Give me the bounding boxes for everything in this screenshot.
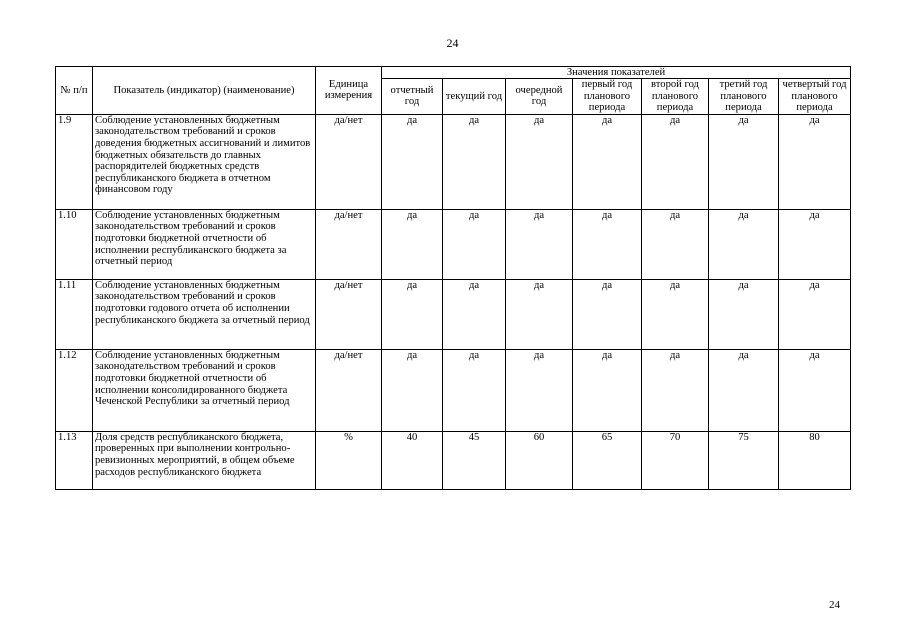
row-number: 1.13 bbox=[56, 431, 93, 489]
row-number: 1.10 bbox=[56, 209, 93, 279]
header-report-year: отчетный год bbox=[382, 79, 443, 115]
value-plan-year-4: 80 bbox=[779, 431, 851, 489]
indicator-name: Соблюдение установленных бюджетным законодательством требований и сроков подготовки годового отчета об исполнении республиканского бюджета за отчетный период bbox=[93, 279, 316, 349]
value-plan-year-2: 70 bbox=[642, 431, 709, 489]
header-indicator: Показатель (индикатор) (наименование) bbox=[93, 67, 316, 115]
header-plan-year-2: второй год планового периода bbox=[642, 79, 709, 115]
value-next-year: да bbox=[506, 279, 573, 349]
unit-cell: да/нет bbox=[316, 209, 382, 279]
value-next-year: 60 bbox=[506, 431, 573, 489]
value-report-year: да bbox=[382, 279, 443, 349]
value-next-year: да bbox=[506, 209, 573, 279]
value-plan-year-1: да bbox=[573, 209, 642, 279]
value-plan-year-3: да bbox=[709, 209, 779, 279]
value-report-year: 40 bbox=[382, 431, 443, 489]
value-plan-year-3: да bbox=[709, 349, 779, 431]
value-current-year: да bbox=[443, 349, 506, 431]
row-number: 1.11 bbox=[56, 279, 93, 349]
header-num: № п/п bbox=[56, 67, 93, 115]
value-plan-year-4: да bbox=[779, 349, 851, 431]
value-plan-year-4: да bbox=[779, 279, 851, 349]
value-next-year: да bbox=[506, 349, 573, 431]
header-next-year: очередной год bbox=[506, 79, 573, 115]
row-number: 1.9 bbox=[56, 114, 93, 209]
value-plan-year-2: да bbox=[642, 349, 709, 431]
value-plan-year-2: да bbox=[642, 279, 709, 349]
header-unit: Единица измерения bbox=[316, 67, 382, 115]
value-current-year: да bbox=[443, 114, 506, 209]
value-plan-year-1: да bbox=[573, 349, 642, 431]
unit-cell: да/нет bbox=[316, 114, 382, 209]
indicator-name: Соблюдение установленных бюджетным законодательством требований и сроков доведения бюджетных ассигнований и лимитов бюджетных обязательств до главных распорядителей бюджетных средств республиканского бюджета в отчетном финансовом году bbox=[93, 114, 316, 209]
page-number-bottom: 24 bbox=[829, 599, 840, 611]
value-report-year: да bbox=[382, 209, 443, 279]
unit-cell: да/нет bbox=[316, 349, 382, 431]
value-plan-year-1: да bbox=[573, 279, 642, 349]
value-report-year: да bbox=[382, 349, 443, 431]
value-current-year: да bbox=[443, 279, 506, 349]
header-current-year: текущий год bbox=[443, 79, 506, 115]
value-report-year: да bbox=[382, 114, 443, 209]
indicator-name: Доля средств республиканского бюджета, проверенных при выполнении контрольно-ревизионных мероприятий, в общем объеме расходов республиканского бюджета bbox=[93, 431, 316, 489]
table-row bbox=[56, 114, 851, 209]
table-row bbox=[56, 279, 851, 349]
value-plan-year-1: да bbox=[573, 114, 642, 209]
header-plan-year-1: первый год планового периода bbox=[573, 79, 642, 115]
indicator-name: Соблюдение установленных бюджетным законодательством требований и сроков подготовки бюджетной отчетности об исполнении республиканского бюджета за отчетный период bbox=[93, 209, 316, 279]
value-plan-year-2: да bbox=[642, 209, 709, 279]
table-row bbox=[56, 349, 851, 431]
value-plan-year-4: да bbox=[779, 209, 851, 279]
value-plan-year-3: 75 bbox=[709, 431, 779, 489]
indicator-name: Соблюдение установленных бюджетным законодательством требований и сроков подготовки бюджетной отчетности об исполнении консолидированного бюджета Чеченской Республики за отчетный период bbox=[93, 349, 316, 431]
value-plan-year-3: да bbox=[709, 279, 779, 349]
page-number-top: 24 bbox=[446, 36, 459, 50]
table-row bbox=[56, 209, 851, 279]
value-plan-year-1: 65 bbox=[573, 431, 642, 489]
indicators-table bbox=[55, 66, 851, 490]
value-plan-year-4: да bbox=[779, 114, 851, 209]
unit-cell: да/нет bbox=[316, 279, 382, 349]
unit-cell: % bbox=[316, 431, 382, 489]
header-plan-year-4: четвертый год планового периода bbox=[779, 79, 851, 115]
row-number: 1.12 bbox=[56, 349, 93, 431]
value-plan-year-2: да bbox=[642, 114, 709, 209]
table-row bbox=[56, 431, 851, 489]
value-current-year: да bbox=[443, 209, 506, 279]
value-plan-year-3: да bbox=[709, 114, 779, 209]
header-plan-year-3: третий год планового периода bbox=[709, 79, 779, 115]
value-current-year: 45 bbox=[443, 431, 506, 489]
value-next-year: да bbox=[506, 114, 573, 209]
header-values-group: Значения показателей bbox=[382, 67, 851, 79]
